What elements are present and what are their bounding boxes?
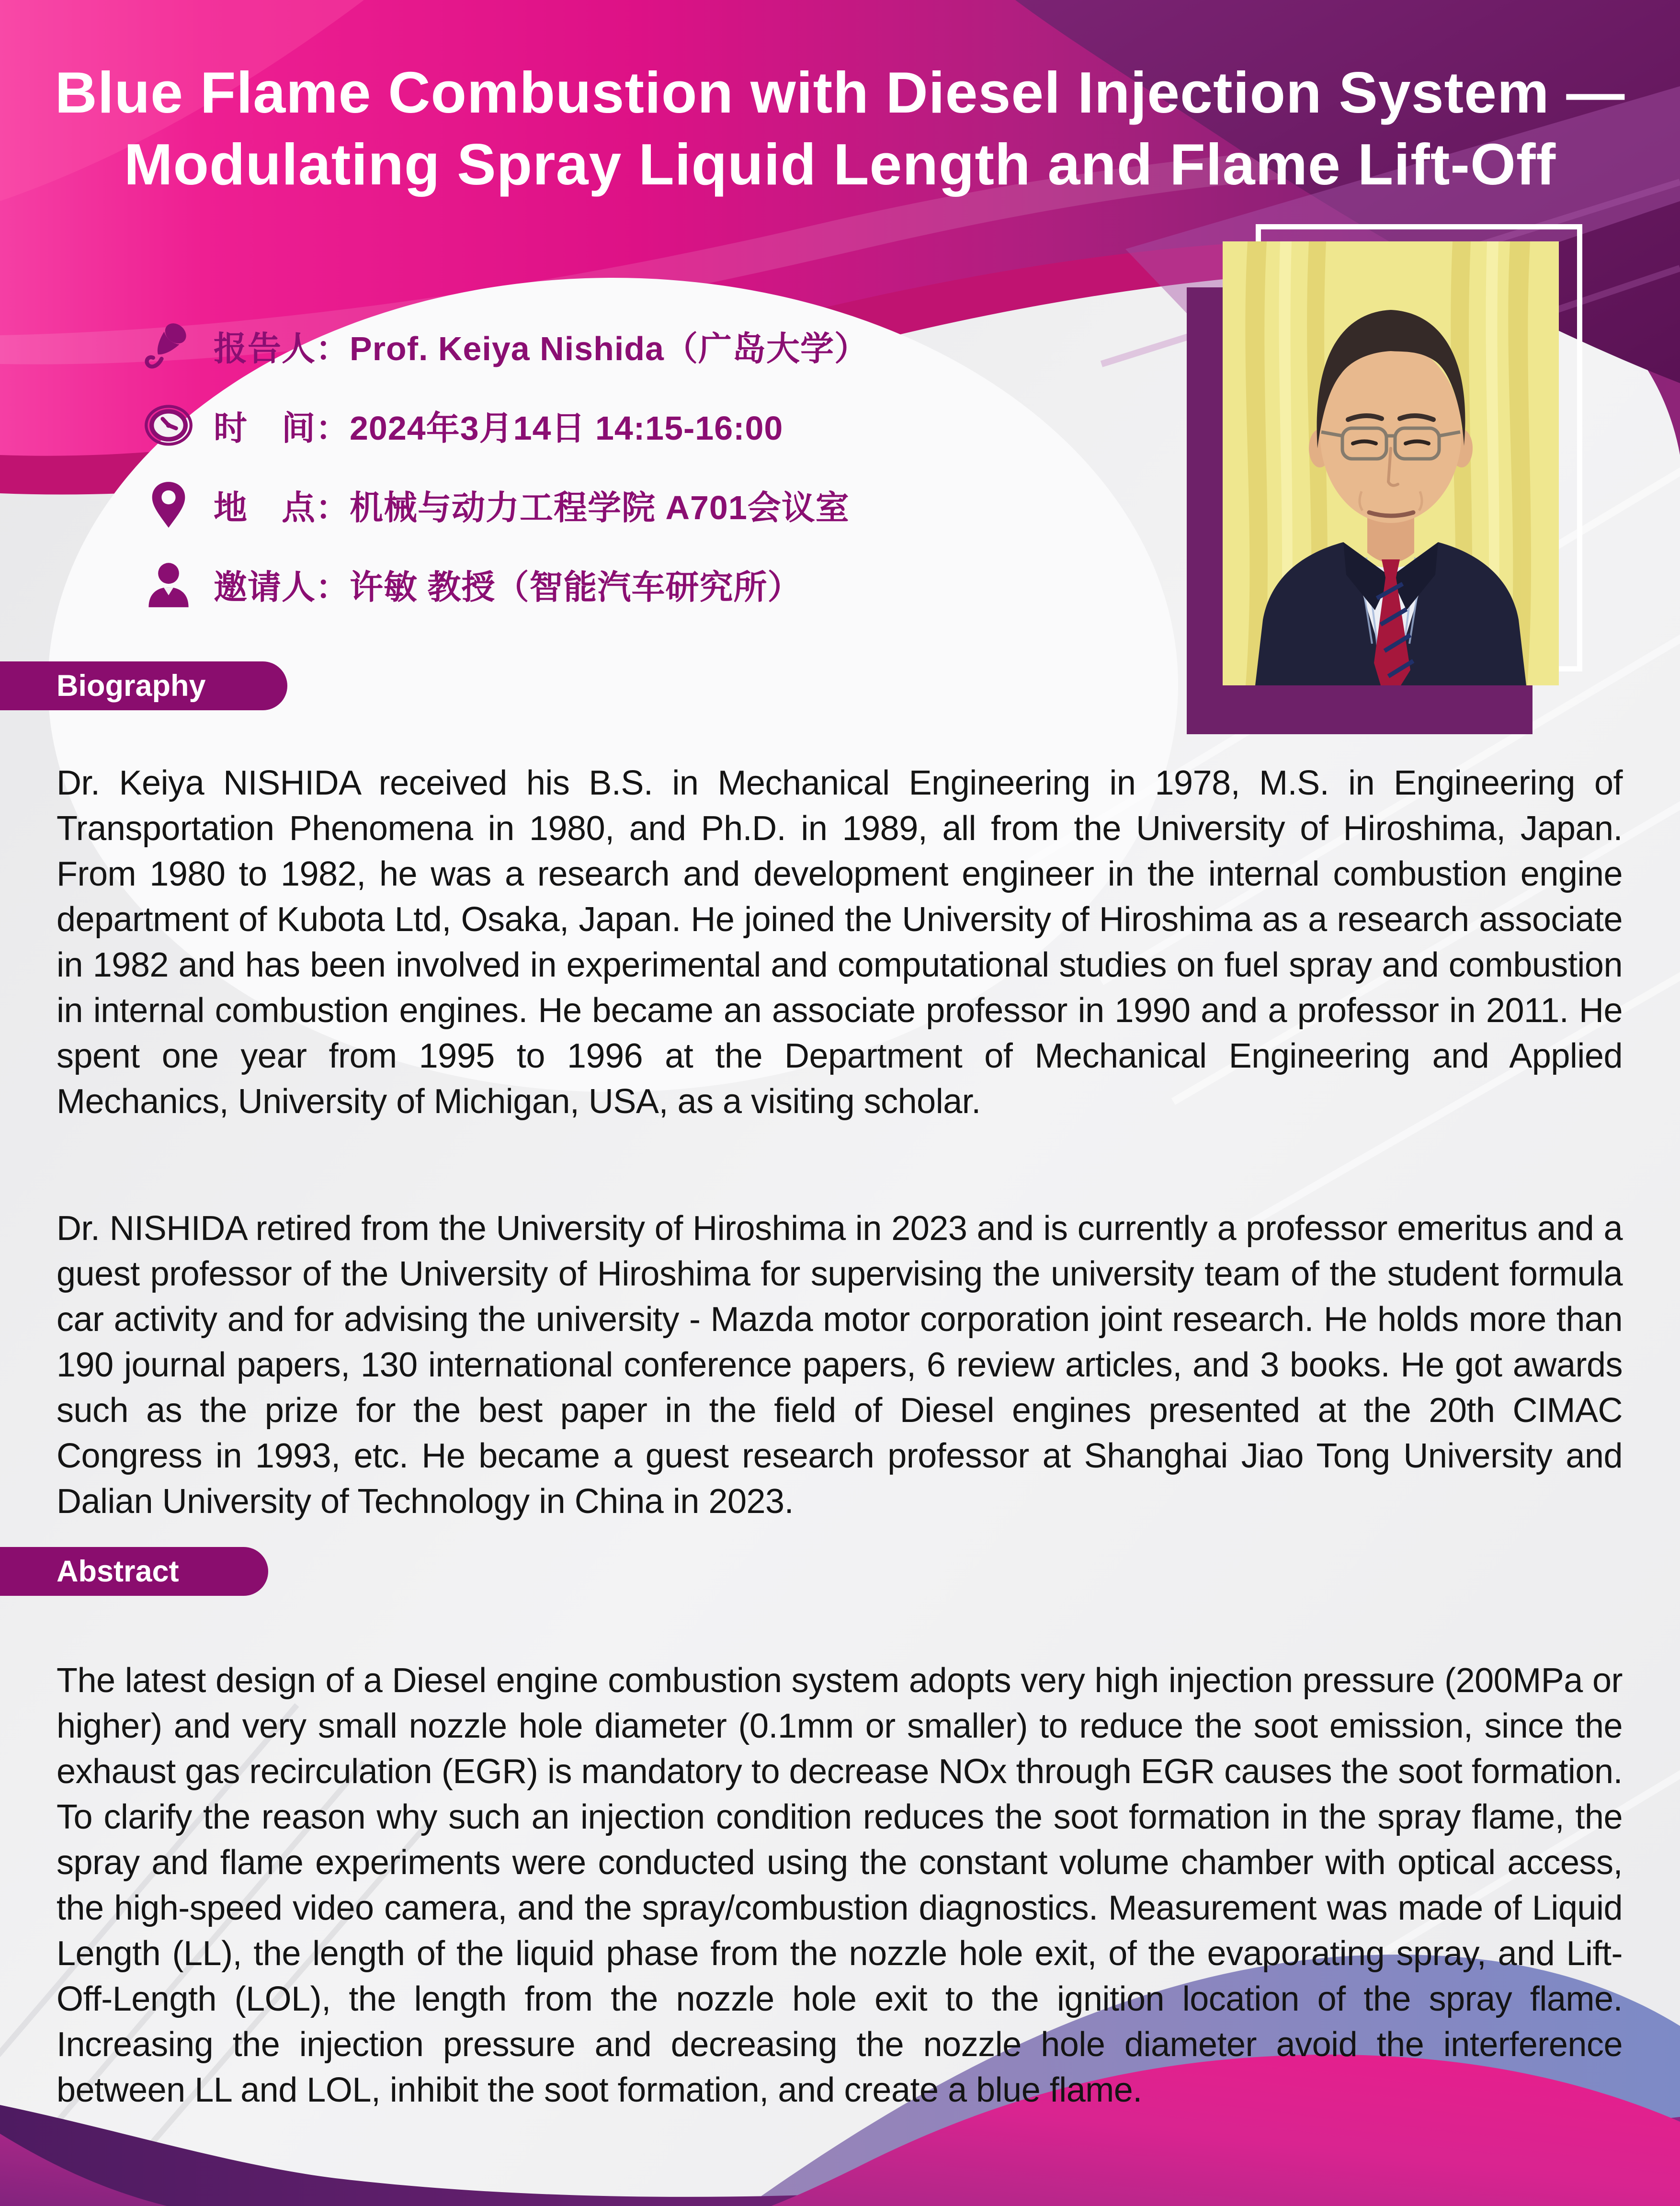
info-item-time xyxy=(144,392,868,459)
person-icon xyxy=(144,559,193,609)
info-text-speaker: 报告人：Prof. Keiya Nishida（广岛大学） xyxy=(214,330,868,367)
info-item-inviter xyxy=(144,551,868,618)
page-title xyxy=(0,57,1680,200)
abstract-heading-badge xyxy=(0,1547,268,1596)
info-item-speaker xyxy=(144,312,868,379)
info-text-inviter: 邀请人：许敏 教授（智能汽车研究所） xyxy=(214,568,802,606)
title-line-2: Modulating Spray Liquid Length and Flame Lift-Off xyxy=(124,132,1556,197)
title-line-1: Blue Flame Combustion with Diesel Injection System — xyxy=(55,60,1625,125)
biography-paragraph-1: Dr. Keiya NISHIDA received his B.S. in Mechanical Engineering in 1978, M.S. in Engineering of Transportation Phenomena in 1980, and Ph.D. in 1989, all from the University of Hiroshima, Japan. From 1980 to 1982, he was a research and development engineer in the internal combustion engine department of Kubota Ltd, Osaka, Japan. He joined the University of Hiroshima as a research associate in 1982 and has been involved in experimental and computational studies on fuel spray and combustion in internal combustion engines. He became an associate professor in 1990 and a professor in 2011. He spent one year from 1995 to 1996 at the Department of Mechanical Engineering and Applied Mechanics, University of Michigan, USA, as a visiting scholar. xyxy=(57,764,1623,1121)
abstract-paragraph-1: The latest design of a Diesel engine combustion system adopts very high injection pressure (200MPa or higher) and very small nozzle hole diameter (0.1mm or smaller) to reduce the soot emission, since the exhaust gas recirculation (EGR) is mandatory to decrease NOx through EGR causes the soot formation. To clarify the reason why such an injection condition reduces the soot formation in the spray flame, the spray and flame experiments were conducted using the constant volume chamber with optical access, the high-speed video camera, and the spray/combustion diagnostics. Measurement was made of Liquid Length (LL), the length of the liquid phase from the nozzle hole exit, of the evaporating spray, and Lift-Off-Length (LOL), the length from the nozzle hole exit to the ignition location of the spray flame. Increasing the injection pressure and decreasing the nozzle hole diameter avoid the interference between LL and LOL, inhibit the soot formation, and create a blue flame. xyxy=(57,1661,1623,2109)
clock-icon xyxy=(144,400,193,450)
biography-paragraph-2: Dr. NISHIDA retired from the University of Hiroshima in 2023 and is currently a professor emeritus and a guest professor of the University of Hiroshima for supervising the university team of the student formula car activity and for advising the university - Mazda motor corporation joint research. He holds more than 190 journal papers, 130 international conference papers, 6 review articles, and 3 books. He got awards such as the prize for the best paper in the field of Diesel engines presented at the 20th CIMAC Congress in 1993, etc. He became a guest research professor at Shanghai Jiao Tong University and Dalian University of Technology in China in 2023. xyxy=(57,1209,1623,1521)
info-text-location: 地 点：机械与动力工程学院 A701会议室 xyxy=(214,489,850,526)
location-pin-icon xyxy=(144,480,193,530)
abstract-heading: Abstract xyxy=(57,1555,179,1588)
info-list xyxy=(144,312,868,630)
biography-heading-badge xyxy=(0,661,287,710)
biography-heading: Biography xyxy=(57,669,206,703)
info-item-location xyxy=(144,471,868,538)
info-text-time: 时 间：2024年3月14日 14:15-16:00 xyxy=(214,409,783,447)
microphone-icon xyxy=(144,321,193,371)
speaker-photo xyxy=(1223,241,1559,685)
